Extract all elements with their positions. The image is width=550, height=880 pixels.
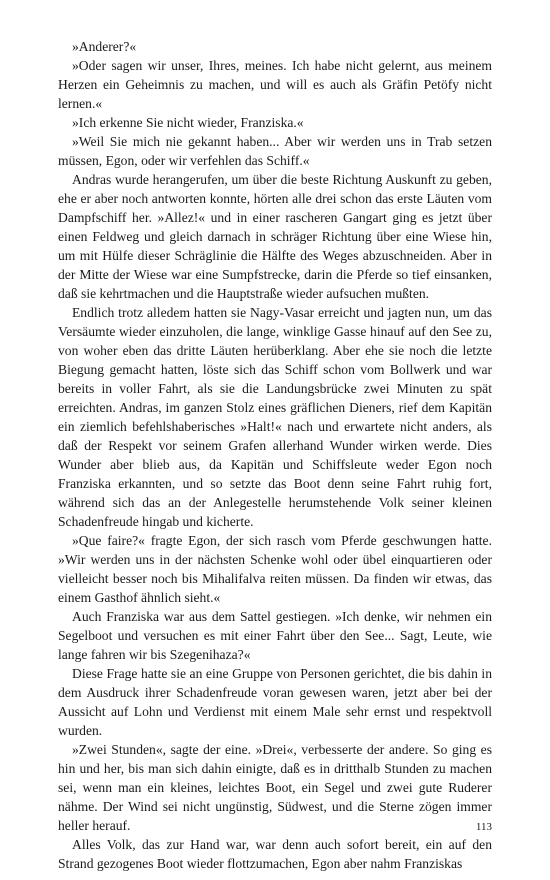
paragraph: »Ich erkenne Sie nicht wieder, Franziska.« xyxy=(72,115,304,130)
paragraph: »Que faire?« fragte Egon, der sich rasch vom Pferde geschwungen hatte. »Wir werden uns in der nächsten Schenke wohl oder übel einquartieren oder vielleicht besser noch bis Mihalifalva reiten müssen. Da finden wir etwas, das einem Gasthof ähnlich sieht.« xyxy=(58,533,492,605)
paragraph: Endlich trotz alledem hatten sie Nagy-Vasar erreicht und jagten nun, um das Versäumte wieder einzuholen, die lange, winklige Gasse hinauf auf den See zu, von woher eben das dritte Läuten herüberklang. Aber ehe sie noch die letzte Biegung gemacht hatten, löste sich das Schiff schon vom Bollwerk und war bereits in voller Fahrt, als sie die Landungsbrücke zwei Minuten zu spät erreichten. Andras, im ganzen Stolz eines gräflichen Dieners, rief dem Kapitän ein ziemlich befehlshaberisches »Halt!« nach und erwartete nicht anders, als daß der Respekt vor seinem Grafen allerhand Wunder wirken werde. Dies Wunder aber blieb aus, da Kapitän und Schiffsleute weder Egon noch Franziska erkannten, und so setzte das Boot denn seine Fahrt ruhig fort, während sich das an der Anlegestelle herumstehende Volk seiner kleinen Schadenfreude hingab und kicherte. xyxy=(58,305,492,529)
paragraph: Diese Frage hatte sie an eine Gruppe von Personen gerichtet, die bis dahin in dem Ausdruck ihrer Schadenfreude voran gewesen waren, jetzt aber bei der Aussicht auf Lohn und Verdienst mit einem Male sehr ernst und respektvoll wurden. xyxy=(58,666,492,738)
paragraph: »Zwei Stunden«, sagte der eine. »Drei«, verbesserte der andere. So ging es hin und her, bis man sich dahin einigte, daß es in dritthalb Stunden zu machen sei, wenn man ein kleines, leichtes Boot, ein Segel und zwei gute Ruderer nähme. Der Wind sei nicht ungünstig, Südwest, und die Sterne zögen immer heller herauf. xyxy=(58,742,492,833)
page-number: 113 xyxy=(475,821,492,833)
page-body xyxy=(58,37,492,873)
paragraph: »Oder sagen wir unser, Ihres, meines. Ich habe nicht gelernt, aus meinem Herzen ein Geheimnis zu machen, und will es auch als Gräfin Petöfy nicht lernen.« xyxy=(58,58,492,111)
paragraph: »Anderer?« xyxy=(72,39,137,54)
paragraph: Auch Franziska war aus dem Sattel gestiegen. »Ich denke, wir nehmen ein Segelboot und versuchen es mit einer Fahrt über den See... Sagt, Leute, wie lange fahren wir bis Szegenihaza?« xyxy=(58,609,492,662)
paragraph: »Weil Sie mich nie gekannt haben... Aber wir werden uns in Trab setzen müssen, Egon, oder wir verfehlen das Schiff.« xyxy=(58,134,492,168)
paragraph: Andras wurde herangerufen, um über die beste Richtung Auskunft zu geben, ehe er aber noch antworten konnte, hörten alle drei schon das erste Läuten vom Dampfschiff her. »Allez!« und in einer rascheren Gangart ging es jetzt über einen Feldweg und gleich darnach in schräger Richtung über eine Wiese hin, um mit Hülfe dieser Schräglinie die Hälfte des Weges abzuschneiden. Aber in der Mitte der Wiese war eine Sumpfstrecke, darin die Pferde so tief einsanken, daß sie kehrtmachen und die Hauptstraße wieder aufsuchen mußten. xyxy=(58,172,492,301)
paragraph: Alles Volk, das zur Hand war, war denn auch sofort bereit, ein auf den Strand gezogenes Boot wieder flottzumachen, Egon aber nahm Franziskas xyxy=(58,837,492,871)
